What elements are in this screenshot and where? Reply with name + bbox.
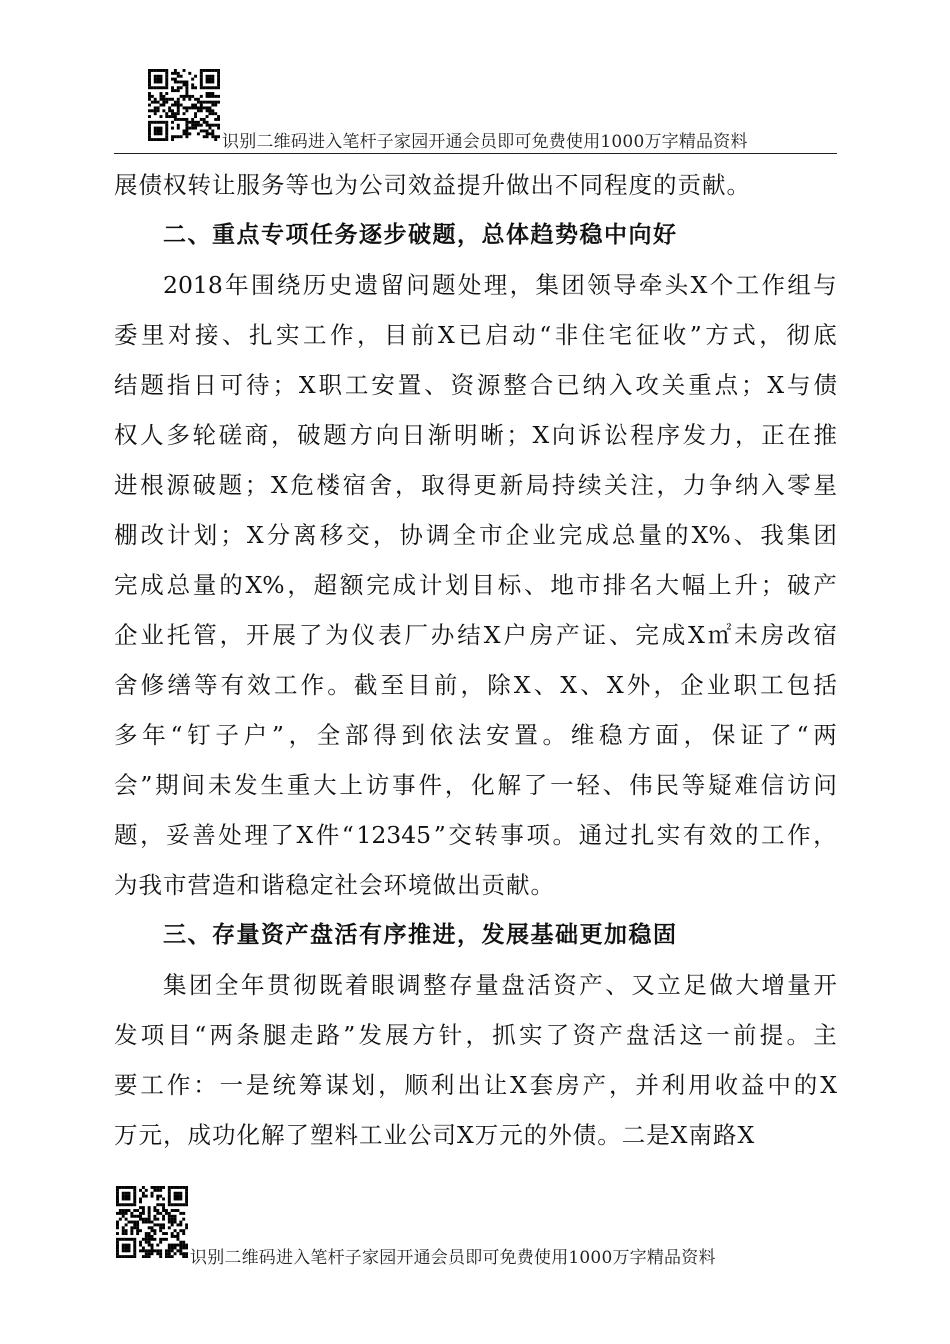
qr-code-icon [148, 69, 220, 141]
paragraph-line: 会 ” 期 间 未 发 生 重 大 上 访 事 件 ， 化 解 了 一 轻 、 伟 民 等 疑 难 信 访 问 [114, 771, 837, 799]
paragraph-line: 集 团 全 年 贯 彻 既 着 眼 调 整 存 量 盘 活 资 产 、 又 立 足 做 大 增 量 开 [163, 971, 837, 999]
header-divider [114, 153, 837, 154]
paragraph-line: 多 年 “ 钉 子 户 ” ， 全 部 得 到 依 法 安 置 。 维 稳 方 面 ， 保 证 了 “ 两 [114, 721, 837, 749]
section-heading: 三、存量资产盘活有序推进，发展基础更加稳固 [163, 922, 678, 948]
paragraph-line: 展债权转让服务等也为公司效益提升做出不同程度的贡献。 [114, 171, 751, 199]
paragraph-line: 棚 改 计 划 ； X 分 离 移 交 ， 协 调 全 市 企 业 完 成 总 量 的 X% 、 我 集 团 [114, 521, 837, 549]
paragraph-line: 进 根 源 破 题 ； X 危 楼 宿 舍 ， 取 得 更 新 局 持 续 关 注 ， 力 争 纳 入 零 星 [114, 471, 837, 499]
section-heading: 二、重点专项任务逐步破题，总体趋势稳中向好 [163, 222, 678, 248]
paragraph-line: 权 人 多 轮 磋 商 ， 破 题 方 向 日 渐 明 晰 ； X 向 诉 讼 程 序 发 力 ， 正 在 推 [114, 421, 837, 449]
paragraph-line: 委 里 对 接 、 扎 实 工 作 ， 目 前 X 已 启 动 “ 非 住 宅 征 收 ” 方 式 ， 彻 底 [114, 321, 837, 349]
paragraph-line: 企 业 托 管 ， 开 展 了 为 仪 表 厂 办 结 X 户 房 产 证 、 完 成 X ㎡ 未 房 改 宿 [114, 621, 837, 649]
qr-code-icon [116, 1186, 188, 1258]
paragraph-line: 题 ， 妥 善 处 理 了 X 件 “ 12345 ” 交 转 事 项 。 通 过 扎 实 有 效 的 工 作 ， [114, 821, 837, 849]
document-body [114, 160, 837, 1160]
paragraph-line: 完 成 总 量 的 X% ， 超 额 完 成 计 划 目 标 、 地 市 排 名 大 幅 上 升 ； 破 产 [114, 571, 837, 599]
paragraph-line: 结 题 指 日 可 待 ； X 职 工 安 置 、 资 源 整 合 已 纳 入 攻 关 重 点 ； X 与 债 [114, 371, 837, 399]
header-banner: 识别二维码进入笔杆子家园开通会员即可免费使用1000万字精品资料 [222, 132, 748, 152]
footer-banner: 识别二维码进入笔杆子家园开通会员即可免费使用1000万字精品资料 [190, 1248, 716, 1268]
paragraph-line: 舍 修 缮 等 有 效 工 作 。 截 至 目 前 ， 除 X 、 X 、 X 外 ， 企 业 职 工 包 括 [114, 671, 837, 699]
paragraph-line: 2018 年 围 绕 历 史 遗 留 问 题 处 理 ， 集 团 领 导 牵 头 X 个 工 作 组 与 [163, 271, 837, 299]
paragraph-line: 发 项 目 “ 两 条 腿 走 路 ” 发 展 方 针 ， 抓 实 了 资 产 盘 活 这 一 前 提 。 主 [114, 1021, 837, 1049]
paragraph-line: 为我市营造和谐稳定社会环境做出贡献。 [114, 871, 555, 899]
paragraph-line: 要 工 作 ： 一 是 统 筹 谋 划 ， 顺 利 出 让 X 套 房 产 ， 并 利 用 收 益 中 的 X [114, 1071, 837, 1099]
paragraph-line: 万元，成功化解了塑料工业公司X万元的外债。二是X南路X [114, 1121, 756, 1149]
